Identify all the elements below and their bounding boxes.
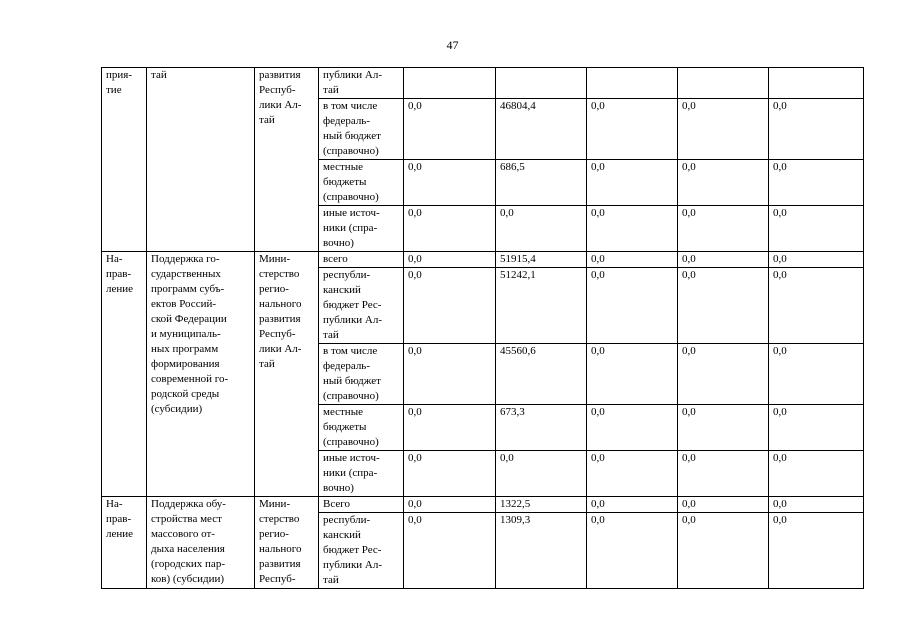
value-cell-year-4: 0,0 <box>678 497 769 513</box>
budget-table <box>101 67 864 589</box>
value-cell-year-3: 0,0 <box>587 513 678 589</box>
funding-source-cell: иные источ- ники (спра- вочно) <box>319 451 404 497</box>
value-cell-year-5: 0,0 <box>769 497 864 513</box>
page-number: 47 <box>446 38 459 52</box>
value-cell-year-3 <box>587 68 678 99</box>
value-cell-year-4: 0,0 <box>678 344 769 405</box>
funding-source-cell: республи- канский бюджет Рес- публики Ал- тай <box>319 513 404 589</box>
value-cell-year-2 <box>496 68 587 99</box>
measure-type-cell: прия- тие <box>102 68 147 252</box>
value-cell-year-3: 0,0 <box>587 344 678 405</box>
value-cell-year-5: 0,0 <box>769 99 864 160</box>
value-cell-year-4: 0,0 <box>678 268 769 344</box>
value-cell-year-1 <box>404 68 496 99</box>
funding-source-cell: в том числе федераль- ный бюджет (справочно) <box>319 99 404 160</box>
value-cell-year-5: 0,0 <box>769 160 864 206</box>
responsible-executor-cell: Мини- стерство регио- нального развития Респуб- лики Ал- тай <box>255 252 319 497</box>
funding-source-cell: местные бюджеты (справочно) <box>319 160 404 206</box>
value-cell-year-2: 1309,3 <box>496 513 587 589</box>
table-row <box>102 252 864 268</box>
table-row <box>102 497 864 513</box>
value-cell-year-1: 0,0 <box>404 405 496 451</box>
value-cell-year-5: 0,0 <box>769 405 864 451</box>
value-cell-year-1: 0,0 <box>404 99 496 160</box>
value-cell-year-3: 0,0 <box>587 268 678 344</box>
funding-source-cell: местные бюджеты (справочно) <box>319 405 404 451</box>
value-cell-year-4: 0,0 <box>678 206 769 252</box>
value-cell-year-5: 0,0 <box>769 344 864 405</box>
value-cell-year-1: 0,0 <box>404 497 496 513</box>
value-cell-year-3: 0,0 <box>587 160 678 206</box>
value-cell-year-2: 51242,1 <box>496 268 587 344</box>
value-cell-year-1: 0,0 <box>404 268 496 344</box>
value-cell-year-2: 1322,5 <box>496 497 587 513</box>
funding-source-cell: всего <box>319 252 404 268</box>
value-cell-year-2: 51915,4 <box>496 252 587 268</box>
value-cell-year-1: 0,0 <box>404 513 496 589</box>
value-cell-year-1: 0,0 <box>404 160 496 206</box>
value-cell-year-2: 45560,6 <box>496 344 587 405</box>
value-cell-year-3: 0,0 <box>587 405 678 451</box>
value-cell-year-2: 673,3 <box>496 405 587 451</box>
value-cell-year-4: 0,0 <box>678 99 769 160</box>
value-cell-year-2: 0,0 <box>496 451 587 497</box>
funding-source-cell: иные источ- ники (спра- вочно) <box>319 206 404 252</box>
measure-type-cell: На- прав- ление <box>102 497 147 589</box>
value-cell-year-4: 0,0 <box>678 513 769 589</box>
value-cell-year-4: 0,0 <box>678 405 769 451</box>
value-cell-year-3: 0,0 <box>587 206 678 252</box>
value-cell-year-3: 0,0 <box>587 497 678 513</box>
funding-source-cell: публики Ал- тай <box>319 68 404 99</box>
measure-name-cell: Поддержка го- сударственных программ субъ- ектов Россий- ской Федерации и муниципаль- ных программ формирования современной го- родской среды (субсидии) <box>147 252 255 497</box>
value-cell-year-5: 0,0 <box>769 206 864 252</box>
measure-type-cell: На- прав- ление <box>102 252 147 497</box>
funding-source-cell: в том числе федераль- ный бюджет (справочно) <box>319 344 404 405</box>
funding-source-cell: Всего <box>319 497 404 513</box>
value-cell-year-4: 0,0 <box>678 252 769 268</box>
measure-name-cell: Поддержка обу- стройства мест массового от- дыха населения (городских пар- ков) (субсидии) <box>147 497 255 589</box>
value-cell-year-4 <box>678 68 769 99</box>
value-cell-year-1: 0,0 <box>404 451 496 497</box>
funding-source-cell: республи- канский бюджет Рес- публики Ал- тай <box>319 268 404 344</box>
value-cell-year-1: 0,0 <box>404 252 496 268</box>
value-cell-year-4: 0,0 <box>678 160 769 206</box>
value-cell-year-4: 0,0 <box>678 451 769 497</box>
value-cell-year-3: 0,0 <box>587 99 678 160</box>
value-cell-year-5: 0,0 <box>769 252 864 268</box>
responsible-executor-cell: Мини- стерство регио- нального развития Респуб- <box>255 497 319 589</box>
table-row <box>102 68 864 99</box>
value-cell-year-2: 686,5 <box>496 160 587 206</box>
value-cell-year-5: 0,0 <box>769 451 864 497</box>
value-cell-year-5: 0,0 <box>769 513 864 589</box>
value-cell-year-3: 0,0 <box>587 451 678 497</box>
value-cell-year-3: 0,0 <box>587 252 678 268</box>
budget-table-body <box>102 68 864 589</box>
value-cell-year-2: 0,0 <box>496 206 587 252</box>
measure-name-cell: тай <box>147 68 255 252</box>
value-cell-year-1: 0,0 <box>404 206 496 252</box>
value-cell-year-1: 0,0 <box>404 344 496 405</box>
responsible-executor-cell: развития Респуб- лики Ал- тай <box>255 68 319 252</box>
value-cell-year-5 <box>769 68 864 99</box>
value-cell-year-5: 0,0 <box>769 268 864 344</box>
value-cell-year-2: 46804,4 <box>496 99 587 160</box>
